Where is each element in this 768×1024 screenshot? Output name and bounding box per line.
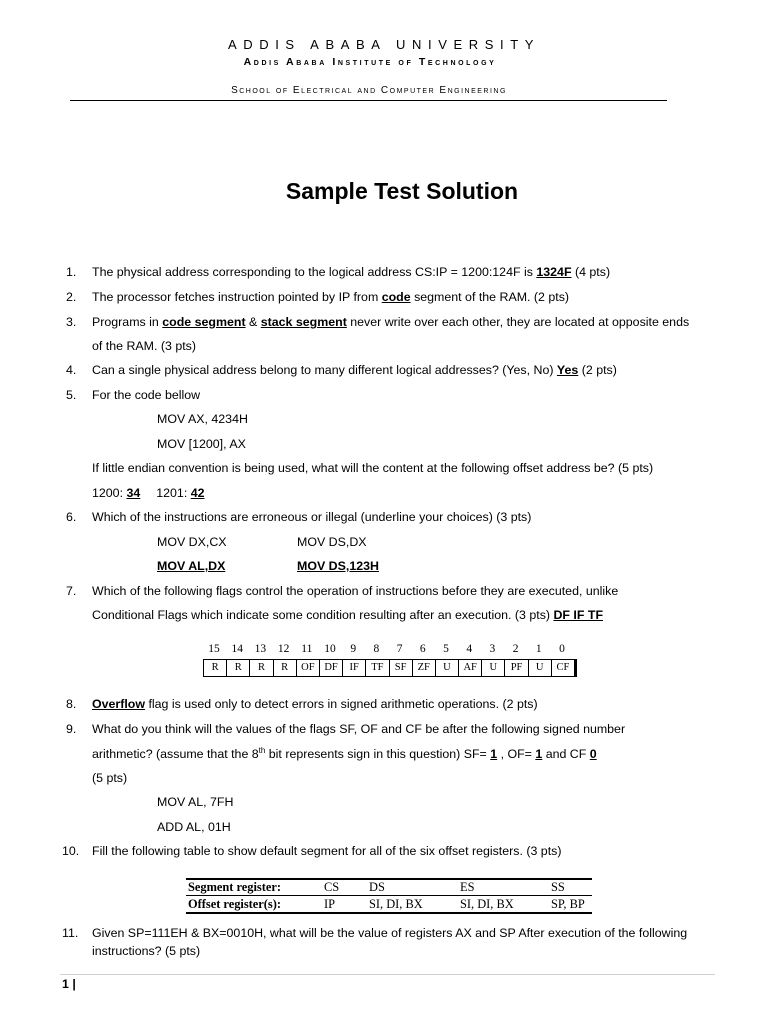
flag-bit-number: 3	[489, 643, 496, 655]
flag-cell: U	[482, 660, 505, 676]
flag-bit-number: 4	[466, 643, 473, 655]
question-text: Given SP=111EH & BX=0010H, what will be the value of registers AX and SP After execution of the following	[92, 926, 688, 940]
address-label: 1200:	[92, 486, 127, 500]
question-text: arithmetic? (assume that the 8	[92, 747, 259, 762]
flag-cell: IF	[343, 660, 366, 676]
answer: 42	[190, 486, 205, 500]
question-text: The processor fetches instruction pointed by IP from	[92, 290, 382, 304]
flag-bit-number: 9	[350, 643, 357, 655]
points: (2 pts)	[578, 363, 617, 377]
flag-cell: TF	[366, 660, 389, 676]
flag-bit-number: 2	[512, 643, 519, 655]
flag-bit-number: 13	[254, 643, 267, 655]
question-text: flag is used only to detect errors in signed arithmetic operations. (2 pts)	[145, 697, 538, 711]
question-number: 5.	[66, 388, 77, 402]
table-row-label: Segment register:	[188, 880, 282, 894]
question-text: For the code bellow	[92, 388, 201, 402]
table-row-label: Offset register(s):	[188, 897, 281, 911]
answer: code	[381, 290, 411, 304]
flag-bit-number: 8	[373, 643, 380, 655]
question-number: 4.	[66, 363, 77, 377]
answer-sf: 1	[490, 747, 498, 762]
question-number: 6.	[66, 510, 77, 524]
question-text-end: segment of the RAM. (2 pts)	[410, 290, 570, 304]
answer: DF IF TF	[553, 608, 604, 622]
question-9-line-2	[92, 746, 597, 761]
table-cell: IP	[324, 897, 336, 911]
question-text: Can a single physical address belong to many different logical addresses? (Yes, No)	[92, 363, 557, 377]
question-number: 3.	[66, 315, 77, 329]
flag-bit-number: 5	[443, 643, 449, 655]
question-text: Programs in	[92, 315, 163, 329]
question-text: Conditional Flags which indicate some condition resulting after an execution. (3 pts)	[92, 608, 554, 622]
footer-rule	[60, 974, 715, 975]
table-rule-mid	[186, 895, 592, 896]
table-cell: CS	[324, 880, 340, 894]
table-cell: SI, DI, BX	[369, 897, 423, 911]
document-title: Sample Test Solution	[285, 178, 519, 204]
label: and CF	[542, 747, 590, 762]
answer-cf: 0	[589, 747, 597, 762]
flag-cell: DF	[320, 660, 343, 676]
flag-cell: AF	[459, 660, 482, 676]
answer: 34	[126, 486, 141, 500]
ampersand: &	[245, 315, 261, 329]
question-5-prompt: If little endian convention is being used, what will the content at the following offset address be? (5 pts)	[92, 461, 654, 475]
table-rule-bottom	[186, 912, 592, 914]
option-selected: MOV AL,DX	[157, 559, 226, 573]
answer-2: stack segment	[260, 315, 347, 329]
code-line: MOV [1200], AX	[157, 437, 246, 451]
question-text: What do you think will the values of the flags SF, OF and CF be after the following signed number	[92, 722, 626, 736]
header-rule	[70, 100, 667, 101]
table-cell: SS	[551, 880, 565, 894]
flag-cell: U	[529, 660, 552, 676]
answer: Overflow	[92, 697, 146, 711]
flag-bit-number: 14	[231, 643, 243, 655]
superscript: th	[258, 746, 266, 755]
question-text: bit represents sign in this question) SF=	[265, 747, 491, 762]
question-3-line-2: of the RAM. (3 pts)	[92, 339, 196, 353]
question-text-end: never write over each other, they are located at opposite ends	[346, 315, 690, 329]
question-number: 1.	[66, 265, 77, 279]
question-text: Which of the following flags control the operation of instructions before they are executed, unlike	[92, 584, 619, 598]
address-label: 1201:	[156, 486, 191, 500]
flag-bit-number: 10	[324, 643, 336, 655]
question-text: Fill the following table to show default segment for all of the six offset registers. (3 pts)	[92, 844, 562, 858]
option: MOV DX,CX	[157, 535, 227, 549]
flag-bit-number: 1	[535, 643, 542, 655]
flag-cell: R	[250, 660, 273, 676]
flag-bit-number: 6	[419, 643, 426, 655]
flag-cell: PF	[505, 660, 528, 676]
table-cell: SP, BP	[551, 897, 585, 911]
points: (4 pts)	[571, 265, 611, 279]
answer-of: 1	[535, 747, 543, 762]
answer: Yes	[556, 363, 579, 377]
code-line: MOV AX, 4234H	[157, 412, 248, 426]
question-number: 7.	[66, 584, 77, 598]
question-7-line-2	[92, 608, 603, 622]
question-number: 8.	[66, 697, 77, 711]
flag-bit-number: 7	[396, 643, 403, 655]
answer-1: code segment	[162, 315, 246, 329]
flag-bit-number: 0	[559, 643, 565, 655]
table-cell: SI, DI, BX	[460, 897, 514, 911]
flag-cell: R	[227, 660, 250, 676]
table-cell: ES	[460, 880, 475, 894]
flag-cell: R	[204, 660, 227, 676]
question-number: 11.	[62, 926, 79, 940]
flag-cell: SF	[390, 660, 413, 676]
option-selected: MOV DS,123H	[297, 559, 379, 573]
code-line: MOV AL, 7FH	[157, 795, 234, 809]
code-line: ADD AL, 01H	[157, 820, 231, 834]
flag-cell: U	[436, 660, 459, 676]
table-cell: DS	[369, 880, 385, 894]
question-11-line-2: instructions? (5 pts)	[92, 944, 201, 958]
institute-name: Addis Ababa Institute of Technology	[243, 56, 497, 68]
question-number: 9.	[66, 722, 77, 736]
flag-cell: OF	[297, 660, 320, 676]
question-number: 10.	[62, 844, 80, 858]
answer: 1324F	[536, 265, 572, 279]
flag-bit-number: 12	[277, 643, 290, 655]
flag-cell: ZF	[413, 660, 436, 676]
flag-cell: CF	[552, 660, 576, 676]
flag-register	[203, 659, 577, 677]
question-text: Which of the instructions are erroneous or illegal (underline your choices) (3 pts)	[92, 510, 532, 524]
university-name: ADDIS ABABA UNIVERSITY	[227, 37, 541, 52]
points: (5 pts)	[92, 771, 128, 785]
option: MOV DS,DX	[297, 535, 367, 549]
flag-bit-number: 11	[301, 643, 313, 655]
label: , OF=	[497, 747, 536, 762]
flag-bit-number: 15	[208, 643, 220, 655]
flag-cell: R	[274, 660, 297, 676]
school-name: School of Electrical and Computer Engineering	[231, 85, 507, 96]
question-number: 2.	[66, 290, 77, 304]
page-number: 1 |	[62, 977, 76, 991]
question-5-answers	[92, 486, 205, 500]
question-text: The physical address corresponding to the logical address CS:IP = 1200:124F is	[92, 265, 537, 279]
